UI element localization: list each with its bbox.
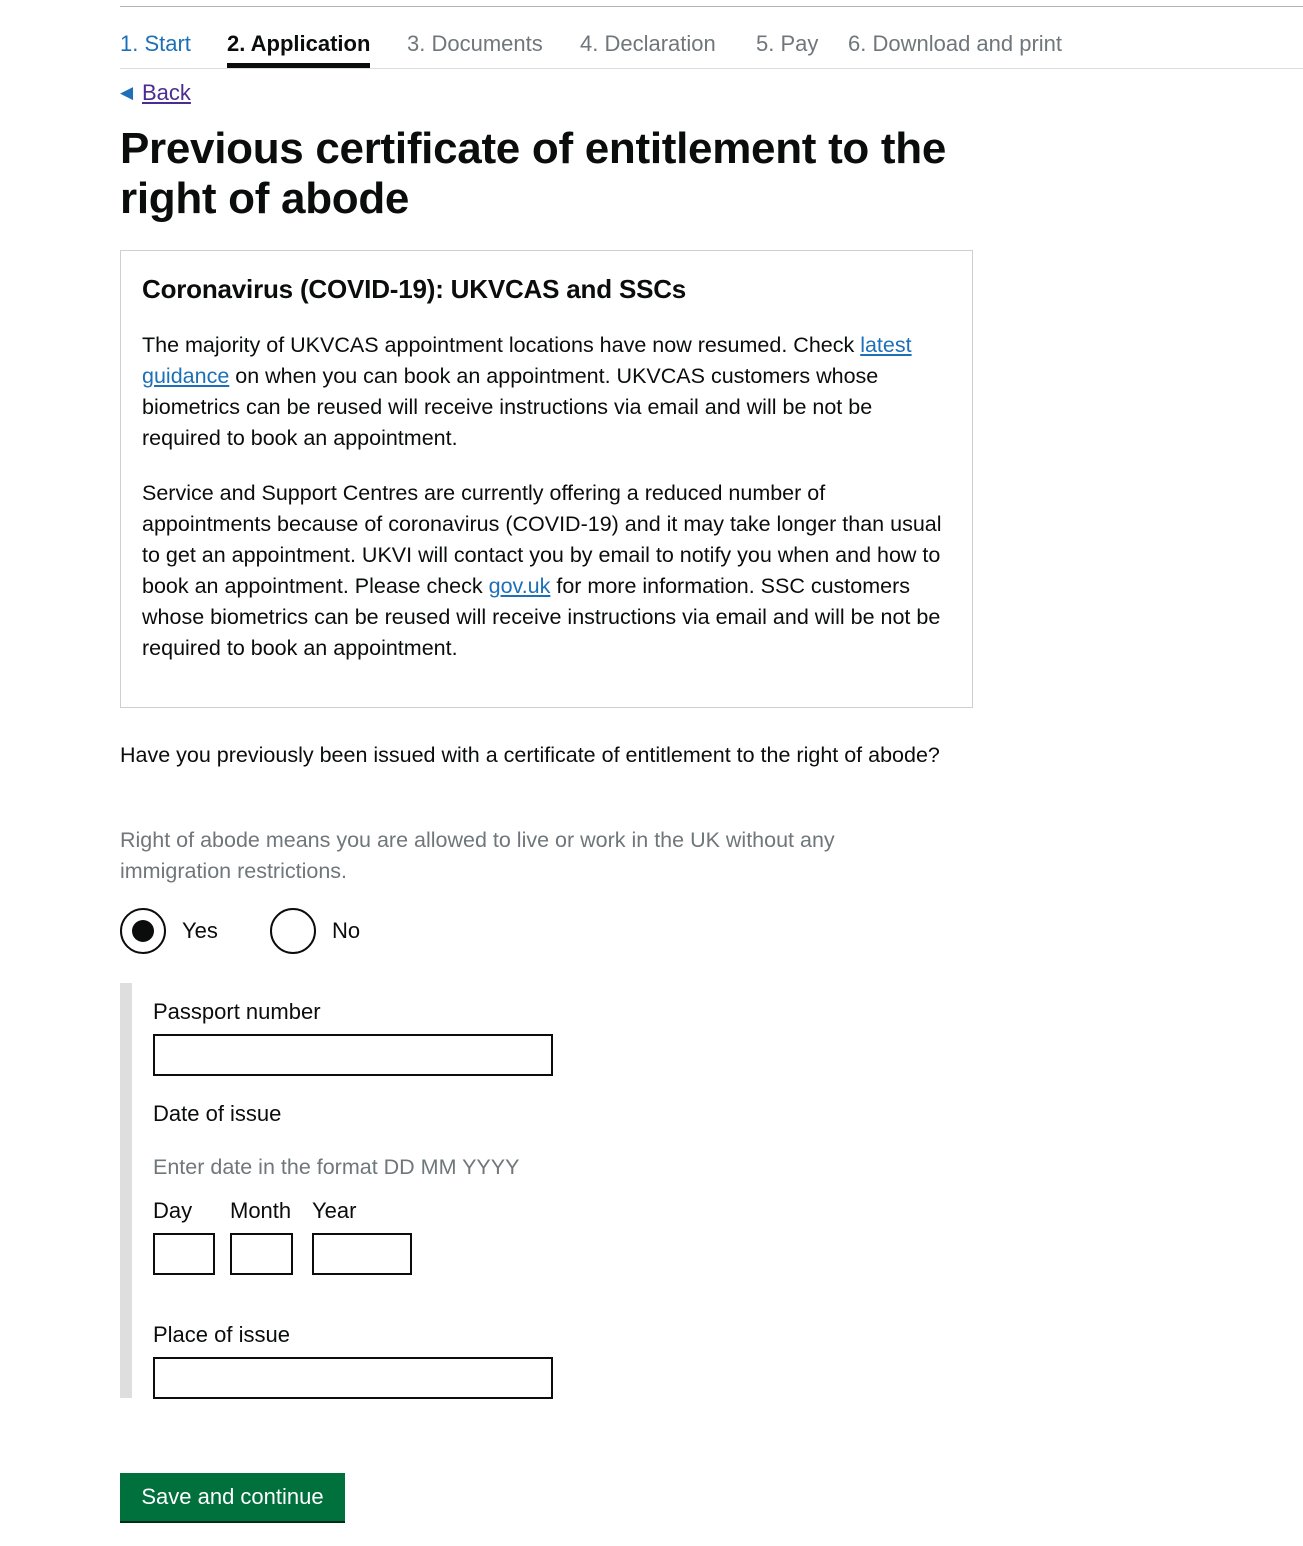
notice-paragraph-2 bbox=[142, 478, 942, 664]
radio-yes-circle[interactable] bbox=[120, 908, 166, 954]
date-of-issue-hint: Enter date in the format DD MM YYYY bbox=[153, 1155, 520, 1179]
question-text: Have you previously been issued with a certificate of entitlement to the right of abode? bbox=[120, 743, 940, 767]
current-step-underline bbox=[227, 63, 370, 68]
latest-guidance-link[interactable]: latest guidance bbox=[142, 333, 912, 388]
step-declaration: 4. Declaration bbox=[580, 31, 716, 56]
page-title: Previous certificate of entitlement to the right of abode bbox=[120, 124, 947, 223]
progress-steps bbox=[120, 28, 1303, 69]
month-label: Month bbox=[230, 1198, 292, 1223]
notice-p2-text-before: Service and Support Centres are currently offering a reduced number of appointments because of coronavirus (COVID-19) and it may take longer than usual to get an appointment. UKVI will contact you by email to notify you when and how to book an appointment. Please check bbox=[142, 481, 942, 598]
place-of-issue-label: Place of issue bbox=[153, 1322, 290, 1347]
step-application-label: 2. Application bbox=[227, 31, 371, 56]
radio-yes[interactable] bbox=[120, 908, 218, 954]
day-input[interactable] bbox=[153, 1233, 215, 1275]
year-label: Year bbox=[312, 1198, 357, 1223]
step-documents: 3. Documents bbox=[407, 31, 543, 56]
question-hint: Right of abode means you are allowed to live or work in the UK without any immigration restrictions. bbox=[120, 828, 835, 883]
year-input[interactable] bbox=[312, 1233, 412, 1275]
radio-yes-label[interactable]: Yes bbox=[182, 918, 218, 943]
date-of-issue-label: Date of issue bbox=[153, 1101, 282, 1126]
month-input[interactable] bbox=[230, 1233, 293, 1275]
notice-p1-text-after: on when you can book an appointment. UKVCAS customers whose biometrics can be reused will receive instructions via email and will be not be required to book an appointment. bbox=[142, 364, 879, 450]
back-link[interactable] bbox=[120, 78, 191, 108]
step-download-and-print: 6. Download and print bbox=[848, 31, 1063, 56]
conditional-reveal-bar bbox=[120, 983, 132, 1398]
day-label: Day bbox=[153, 1198, 193, 1223]
radio-no-circle[interactable] bbox=[270, 908, 316, 954]
passport-number-input[interactable] bbox=[153, 1034, 553, 1076]
top-divider bbox=[120, 6, 1303, 7]
step-application bbox=[227, 28, 370, 60]
radio-selected-dot bbox=[132, 920, 154, 942]
place-of-issue-input[interactable] bbox=[153, 1357, 553, 1399]
notice-p1-text-before: The majority of UKVCAS appointment locations have now resumed. Check bbox=[142, 333, 861, 357]
back-link-label[interactable]: Back bbox=[142, 80, 191, 105]
notice-heading: Coronavirus (COVID-19): UKVCAS and SSCs bbox=[142, 274, 687, 304]
step-start[interactable]: 1. Start bbox=[120, 31, 191, 56]
gov-uk-link[interactable]: gov.uk bbox=[488, 574, 551, 598]
triangle-left-icon: ◀ bbox=[120, 83, 134, 102]
notice-p2-text-after: for more information. SSC customers whose biometrics can be reused will receive instructions via email and will be not be required to book an appointment. bbox=[142, 574, 941, 660]
step-pay: 5. Pay bbox=[756, 31, 819, 56]
radio-no-label[interactable]: No bbox=[332, 918, 361, 943]
notice-paragraph-1 bbox=[142, 330, 942, 454]
save-and-continue-button[interactable]: Save and continue bbox=[120, 1473, 345, 1521]
radio-no[interactable] bbox=[270, 908, 360, 954]
passport-number-label: Passport number bbox=[153, 999, 321, 1024]
covid-notice-panel bbox=[120, 250, 973, 708]
